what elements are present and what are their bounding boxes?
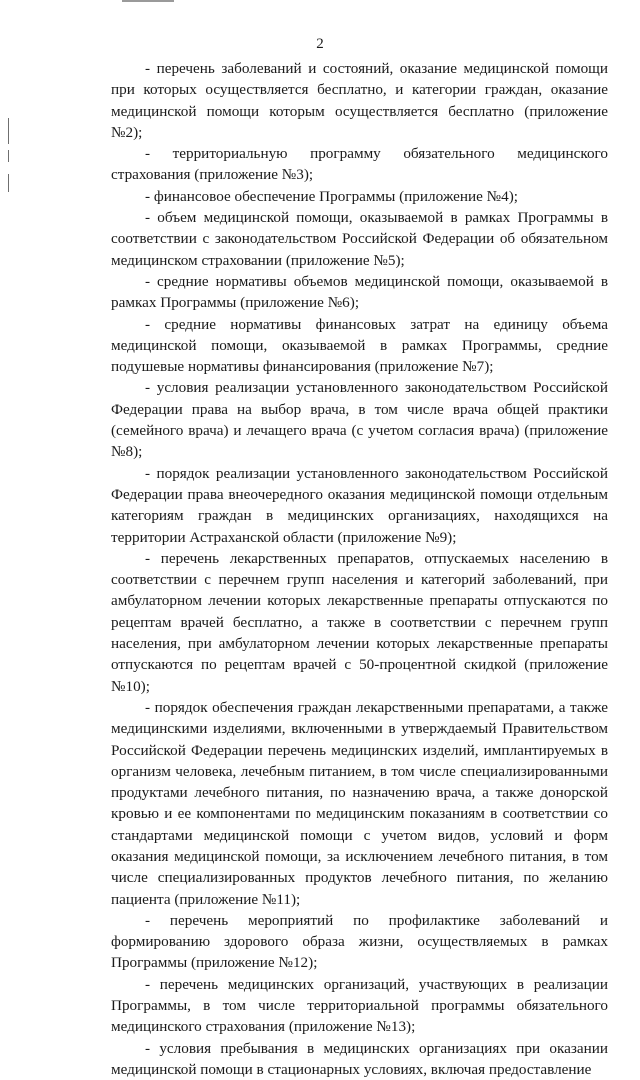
list-item: - порядок обеспечения граждан лекарственными препаратами, а также медицинскими изделиями, включенными в утверждаемый Правительством Российской Федерации перечень медицинских изделий, имплантируемых в организм человека, лечебным питанием, в том числе специализированными продуктами лечебного питания, по назначению врача, а также донорской кровью и ее компонентами по медицинским показаниям в соответствии со стандартами медицинской помощи с учетом видов, условий и форм оказания медицинской помощи, за исключением лечебного питания, в том числе специализированных продуктов лечебного питания, по желанию пациента (приложение №11); <box>111 698 608 908</box>
list-item: - объем медицинской помощи, оказываемой в рамках Программы в соответствии с законодательством Российской Федерации об обязательном медицинском страховании (приложение №5); <box>111 209 608 269</box>
list-item: - финансовое обеспечение Программы (приложение №4); <box>145 187 519 205</box>
list-item: - перечень заболеваний и состояний, оказание медицинской помощи при которых осуществляется бесплатно, и категории граждан, оказание медицинской помощи которым осуществляется бесплатно (приложение №2); <box>111 60 608 141</box>
scan-mark <box>8 174 9 192</box>
list-item: - условия реализации установленного законодательством Российской Федерации права на выбор врача, в том числе врача общей практики (семейного врача) и лечащего врача (с учетом согласия врача) (приложение №8); <box>111 379 608 461</box>
page-number: 2 <box>316 36 324 52</box>
list-item: - перечень мероприятий по профилактике заболеваний и формированию здорового образа жизни, осуществляемых в рамках Программы (приложение №12); <box>111 911 608 972</box>
scan-mark <box>8 118 9 144</box>
list-item: - перечень лекарственных препаратов, отпускаемых населению в соответствии с перечнем групп населения и категорий заболеваний, при амбулаторном лечении которых лекарственные препараты отпускаются по рецептам врачей бесплатно, а также в соответствии с перечнем групп населения, при амбулаторном лечении которых лекарственные препараты отпускаются по рецептам врачей с 50-процентной скидкой (приложение №10); <box>111 549 608 695</box>
list-item: - порядок реализации установленного законодательством Российской Федерации права внеочередного оказания медицинской помощи отдельным категориям граждан в медицинских организациях, находящихся на территории Астраханской области (приложение №9); <box>111 464 608 546</box>
scan-mark <box>8 150 9 162</box>
list-item: - средние нормативы финансовых затрат на единицу объема медицинской помощи, оказываемой в рамках Программы, средние подушевые нормативы финансирования (приложение №7); <box>111 315 608 376</box>
list-item: - средние нормативы объемов медицинской помощи, оказываемой в рамках Программы (приложение №6); <box>111 272 608 312</box>
document-body <box>111 58 608 1080</box>
list-item: - условия пребывания в медицинских организациях при оказании медицинской помощи в стационарных условиях, включая предоставление <box>111 1039 608 1078</box>
list-item: - территориальную программу обязательного медицинского страхования (приложение №3); <box>111 145 608 184</box>
list-item: - перечень медицинских организаций, участвующих в реализации Программы, в том числе территориальной программы обязательного медицинского страхования (приложение №13); <box>111 975 608 1036</box>
scan-mark <box>122 0 174 2</box>
